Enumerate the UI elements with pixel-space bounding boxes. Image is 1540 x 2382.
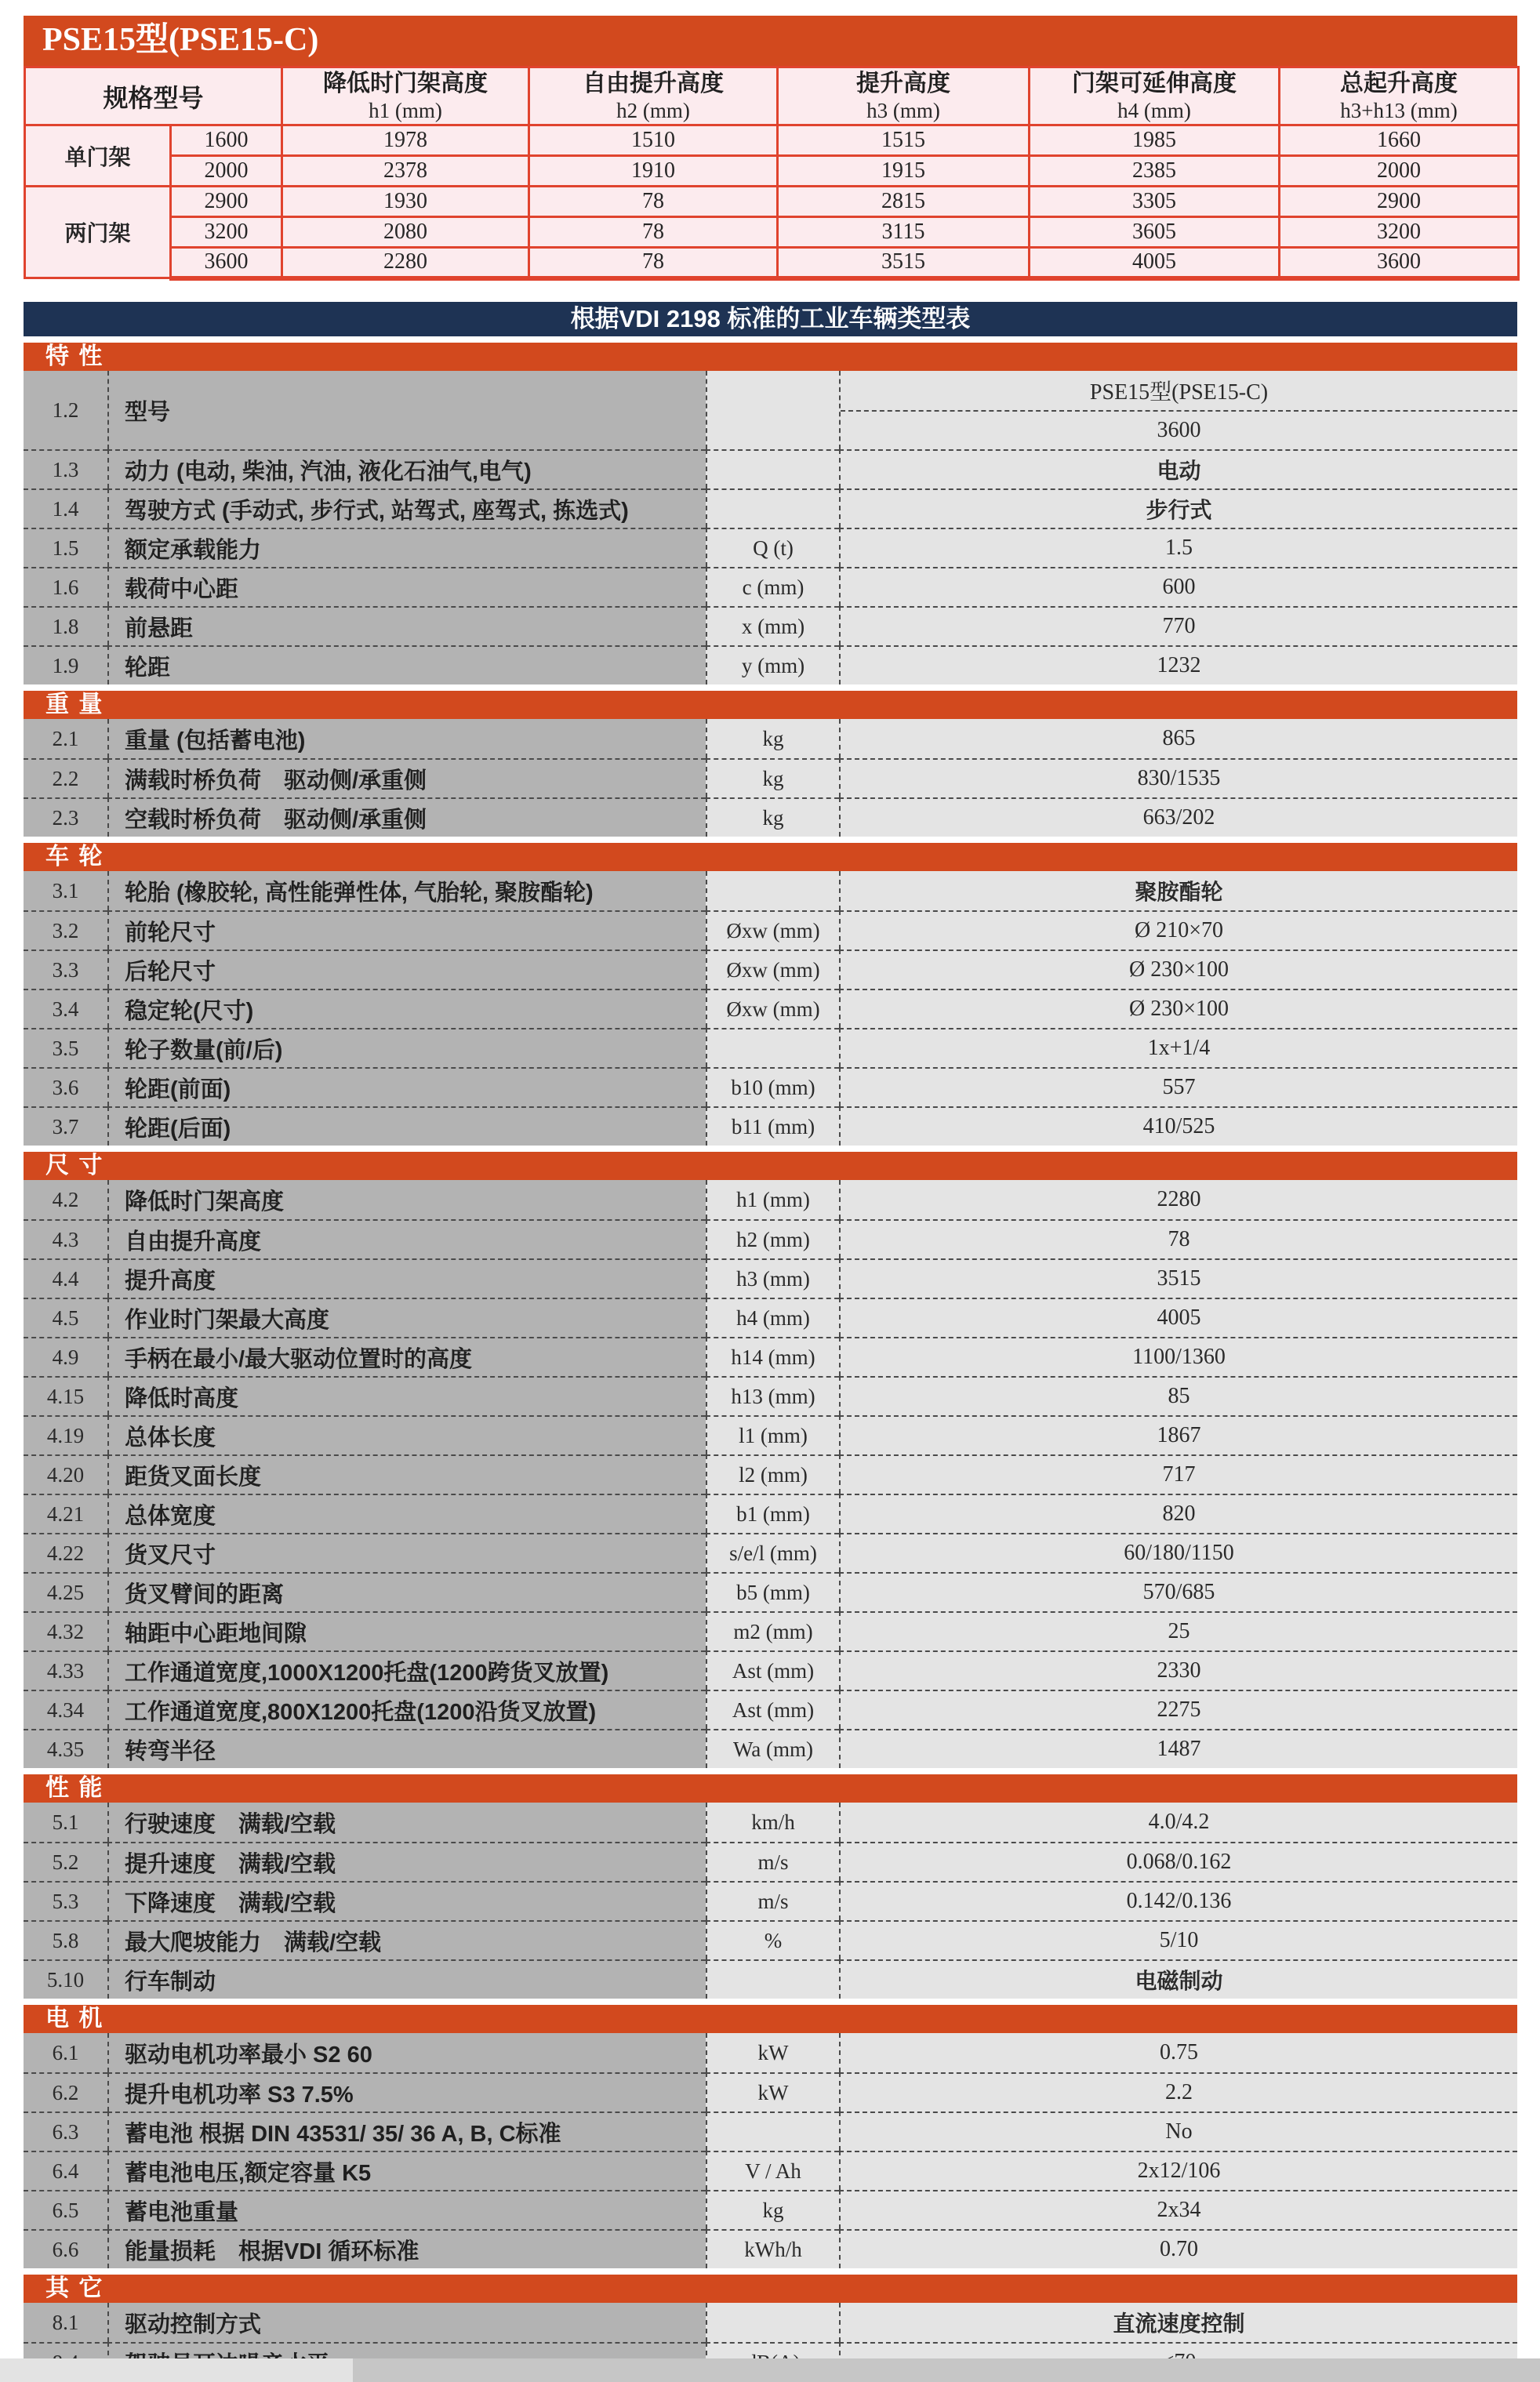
- mast-value-cell: 2080: [282, 217, 529, 248]
- spec-row: [24, 1729, 1517, 1768]
- row-label: 提升电机功率 S3 7.5%: [107, 2072, 706, 2111]
- spec-row: [24, 1106, 1517, 1146]
- spec-row: [24, 528, 1517, 567]
- mast-data-row: [25, 248, 1519, 278]
- spec-row: [24, 1258, 1517, 1298]
- column-header-symbol: h2 (mm): [616, 98, 690, 122]
- row-number: 1.9: [24, 645, 107, 684]
- row-value: 865: [839, 719, 1517, 758]
- mast-value-cell: 2280: [282, 248, 529, 278]
- mast-value-cell: 2815: [778, 187, 1030, 217]
- row-unit: [706, 871, 839, 910]
- row-unit: l2 (mm): [706, 1454, 839, 1494]
- spec-row: [24, 719, 1517, 758]
- spec-row: [24, 567, 1517, 606]
- row-number: 6.6: [24, 2229, 107, 2268]
- row-unit: m/s: [706, 1842, 839, 1881]
- row-number: 4.9: [24, 1337, 107, 1376]
- row-number: 3.3: [24, 950, 107, 989]
- mast-model-cell: 3200: [171, 217, 282, 248]
- column-header-label: 自由提升高度: [583, 70, 725, 96]
- spec-header-cell: 规格型号: [25, 67, 282, 125]
- row-value: 830/1535: [839, 758, 1517, 797]
- row-value: 2280: [839, 1180, 1517, 1219]
- spec-row: [24, 2033, 1517, 2072]
- spec-row: [24, 1842, 1517, 1881]
- row-number: 4.19: [24, 1415, 107, 1454]
- row-label: 驱动电机功率最小 S2 60: [107, 2033, 706, 2072]
- row-unit: h2 (mm): [706, 1219, 839, 1258]
- spec-row: [24, 645, 1517, 684]
- spec-row: [24, 606, 1517, 645]
- mast-value-cell: 2000: [1280, 156, 1519, 187]
- row-value: 60/180/1150: [839, 1533, 1517, 1572]
- spec-row: [24, 1067, 1517, 1106]
- row-value-line-2: 3600: [841, 410, 1517, 449]
- row-label: 货叉尺寸: [107, 1533, 706, 1572]
- mast-data-row: [25, 156, 1519, 187]
- row-number: 3.4: [24, 989, 107, 1028]
- row-label: 轴距中心距地间隙: [107, 1611, 706, 1650]
- row-value: 85: [839, 1376, 1517, 1415]
- row-value: 557: [839, 1067, 1517, 1106]
- spec-row: [24, 1959, 1517, 1999]
- row-number: 6.2: [24, 2072, 107, 2111]
- row-label: 轮距(后面): [107, 1106, 706, 1146]
- row-unit: h1 (mm): [706, 1180, 839, 1219]
- section-header-bar: 重 量: [24, 691, 1517, 719]
- footer-segment-light: [0, 2358, 353, 2382]
- footer-bar: [0, 2358, 1540, 2382]
- spec-row: [24, 1494, 1517, 1533]
- column-header-cell: [282, 67, 529, 125]
- mast-spec-table: [24, 66, 1520, 281]
- row-unit: Ast (mm): [706, 1690, 839, 1729]
- row-value: [839, 371, 1517, 449]
- spec-row: [24, 2190, 1517, 2229]
- spec-row: [24, 1803, 1517, 1842]
- row-unit: kW: [706, 2072, 839, 2111]
- row-label: 蓄电池 根据 DIN 43531/ 35/ 36 A, B, C标准: [107, 2111, 706, 2151]
- row-number: 6.4: [24, 2151, 107, 2190]
- column-header-symbol: h3+h13 (mm): [1340, 98, 1458, 122]
- mast-value-cell: 3605: [1030, 217, 1280, 248]
- section-gap: [24, 1768, 1517, 1774]
- row-number: 4.4: [24, 1258, 107, 1298]
- row-value: 78: [839, 1219, 1517, 1258]
- row-unit: kW: [706, 2033, 839, 2072]
- row-label: 驱动控制方式: [107, 2303, 706, 2342]
- mast-value-cell: 1985: [1030, 125, 1280, 156]
- row-label: 动力 (电动, 柴油, 汽油, 液化石油气,电气): [107, 449, 706, 488]
- mast-value-cell: 2900: [1280, 187, 1519, 217]
- row-unit: Q (t): [706, 528, 839, 567]
- row-unit: h4 (mm): [706, 1298, 839, 1337]
- row-value: Ø 210×70: [839, 910, 1517, 950]
- row-label: 蓄电池重量: [107, 2190, 706, 2229]
- row-value: 直流速度控制: [839, 2303, 1517, 2342]
- row-label: 自由提升高度: [107, 1219, 706, 1258]
- mast-value-cell: 2378: [282, 156, 529, 187]
- spec-row: [24, 1690, 1517, 1729]
- row-number: 2.1: [24, 719, 107, 758]
- mast-model-cell: 1600: [171, 125, 282, 156]
- row-label: 能量损耗 根据VDI 循环标准: [107, 2229, 706, 2268]
- mast-value-cell: 78: [529, 187, 778, 217]
- row-unit: kWh/h: [706, 2229, 839, 2268]
- row-label: 载荷中心距: [107, 567, 706, 606]
- column-header-cell: [529, 67, 778, 125]
- section-header-bar: 车 轮: [24, 843, 1517, 871]
- row-unit: %: [706, 1920, 839, 1959]
- section-header-bar: 特 性: [24, 343, 1517, 371]
- section-header-bar: 尺 寸: [24, 1152, 1517, 1180]
- row-unit: s/e/l (mm): [706, 1533, 839, 1572]
- spec-row: [24, 1180, 1517, 1219]
- vdi-2198-table: [24, 302, 1517, 2381]
- row-label: 轮距(前面): [107, 1067, 706, 1106]
- mast-value-cell: 1510: [529, 125, 778, 156]
- spec-row: [24, 1298, 1517, 1337]
- row-unit: b5 (mm): [706, 1572, 839, 1611]
- section-gap: [24, 684, 1517, 691]
- row-number: 5.10: [24, 1959, 107, 1999]
- row-number: 4.3: [24, 1219, 107, 1258]
- spec-row: [24, 449, 1517, 488]
- row-value: 2330: [839, 1650, 1517, 1690]
- row-number: 3.1: [24, 871, 107, 910]
- row-value: 717: [839, 1454, 1517, 1494]
- row-label: 工作通道宽度,1000X1200托盘(1200跨货叉放置): [107, 1650, 706, 1690]
- row-value: 663/202: [839, 797, 1517, 837]
- row-value: 570/685: [839, 1572, 1517, 1611]
- row-label: 工作通道宽度,800X1200托盘(1200沿货叉放置): [107, 1690, 706, 1729]
- row-number: 1.2: [24, 371, 107, 449]
- mast-data-row: [25, 125, 1519, 156]
- row-number: 4.15: [24, 1376, 107, 1415]
- mast-value-cell: 4005: [1030, 248, 1280, 278]
- row-label: 空载时桥负荷 驱动侧/承重侧: [107, 797, 706, 837]
- row-unit: [706, 371, 839, 449]
- row-unit: Øxw (mm): [706, 910, 839, 950]
- row-unit: km/h: [706, 1803, 839, 1842]
- spec-row: [24, 797, 1517, 837]
- row-unit: c (mm): [706, 567, 839, 606]
- spec-row: [24, 1572, 1517, 1611]
- row-unit: kg: [706, 719, 839, 758]
- model-title-bar: PSE15型(PSE15-C): [24, 16, 1517, 66]
- row-value: 1.5: [839, 528, 1517, 567]
- row-unit: h14 (mm): [706, 1337, 839, 1376]
- row-label: 提升速度 满载/空载: [107, 1842, 706, 1881]
- row-unit: y (mm): [706, 645, 839, 684]
- row-number: 6.1: [24, 2033, 107, 2072]
- column-header-cell: [778, 67, 1030, 125]
- row-unit: [706, 488, 839, 528]
- row-unit: b1 (mm): [706, 1494, 839, 1533]
- row-number: 1.8: [24, 606, 107, 645]
- row-number: 4.20: [24, 1454, 107, 1494]
- row-unit: [706, 2111, 839, 2151]
- row-unit: b10 (mm): [706, 1067, 839, 1106]
- mast-value-cell: 1915: [778, 156, 1030, 187]
- section-header-bar: 其 它: [24, 2275, 1517, 2303]
- row-number: 1.3: [24, 449, 107, 488]
- spec-row: [24, 371, 1517, 449]
- row-value: 步行式: [839, 488, 1517, 528]
- row-number: 3.6: [24, 1067, 107, 1106]
- mast-value-cell: 1910: [529, 156, 778, 187]
- row-number: 4.34: [24, 1690, 107, 1729]
- row-number: 6.3: [24, 2111, 107, 2151]
- row-number: 2.2: [24, 758, 107, 797]
- mast-value-cell: 1515: [778, 125, 1030, 156]
- row-unit: x (mm): [706, 606, 839, 645]
- section-header-bar: 电 机: [24, 2005, 1517, 2033]
- row-label: 最大爬坡能力 满载/空载: [107, 1920, 706, 1959]
- row-unit: kg: [706, 797, 839, 837]
- row-unit: [706, 2303, 839, 2342]
- row-label: 总体宽度: [107, 1494, 706, 1533]
- mast-value-cell: 78: [529, 248, 778, 278]
- row-number: 3.7: [24, 1106, 107, 1146]
- spec-row: [24, 1415, 1517, 1454]
- row-value: 1487: [839, 1729, 1517, 1768]
- mast-value-cell: 1930: [282, 187, 529, 217]
- row-value: 4005: [839, 1298, 1517, 1337]
- row-unit: Wa (mm): [706, 1729, 839, 1768]
- section-gap: [24, 837, 1517, 843]
- row-label: 满载时桥负荷 驱动侧/承重侧: [107, 758, 706, 797]
- row-value: 0.142/0.136: [839, 1881, 1517, 1920]
- row-unit: [706, 449, 839, 488]
- column-header-symbol: h1 (mm): [369, 98, 442, 122]
- row-number: 2.3: [24, 797, 107, 837]
- spec-row: [24, 488, 1517, 528]
- row-unit: kg: [706, 2190, 839, 2229]
- spec-row: [24, 1920, 1517, 1959]
- row-value: 600: [839, 567, 1517, 606]
- mast-header-row: [25, 67, 1519, 125]
- row-label: 货叉臂间的距离: [107, 1572, 706, 1611]
- row-number: 4.5: [24, 1298, 107, 1337]
- mast-model-cell: 3600: [171, 248, 282, 278]
- row-label: 型号: [107, 371, 706, 449]
- row-number: 4.32: [24, 1611, 107, 1650]
- mast-model-cell: 2900: [171, 187, 282, 217]
- row-number: 3.5: [24, 1028, 107, 1067]
- row-label: 轮子数量(前/后): [107, 1028, 706, 1067]
- row-value: 2.2: [839, 2072, 1517, 2111]
- row-number: 6.5: [24, 2190, 107, 2229]
- row-value: 2275: [839, 1690, 1517, 1729]
- row-number: 5.3: [24, 1881, 107, 1920]
- row-number: 4.35: [24, 1729, 107, 1768]
- row-label: 行车制动: [107, 1959, 706, 1999]
- row-number: 5.1: [24, 1803, 107, 1842]
- row-label: 下降速度 满载/空载: [107, 1881, 706, 1920]
- spec-row: [24, 1650, 1517, 1690]
- column-header-cell: [1030, 67, 1280, 125]
- row-number: 3.2: [24, 910, 107, 950]
- mast-value-cell: 2385: [1030, 156, 1280, 187]
- row-number: 1.6: [24, 567, 107, 606]
- row-value: 3515: [839, 1258, 1517, 1298]
- spec-row: [24, 2229, 1517, 2268]
- row-label: 驾驶方式 (手动式, 步行式, 站驾式, 座驾式, 拣选式): [107, 488, 706, 528]
- column-header-symbol: h4 (mm): [1117, 98, 1191, 122]
- row-unit: m/s: [706, 1881, 839, 1920]
- row-value: 410/525: [839, 1106, 1517, 1146]
- mast-value-cell: 3115: [778, 217, 1030, 248]
- row-value: 0.068/0.162: [839, 1842, 1517, 1881]
- row-value: 770: [839, 606, 1517, 645]
- row-unit: kg: [706, 758, 839, 797]
- row-number: 4.25: [24, 1572, 107, 1611]
- spec-row: [24, 2111, 1517, 2151]
- row-number: 4.22: [24, 1533, 107, 1572]
- column-header-label: 总起升高度: [1340, 70, 1458, 96]
- row-value: 电动: [839, 449, 1517, 488]
- mast-spec-table-wrap: [24, 66, 1517, 281]
- mast-model-cell: 2000: [171, 156, 282, 187]
- row-value: Ø 230×100: [839, 950, 1517, 989]
- row-number: 5.2: [24, 1842, 107, 1881]
- row-value: No: [839, 2111, 1517, 2151]
- spec-row: [24, 1611, 1517, 1650]
- row-value-line-1: PSE15型(PSE15-C): [1089, 380, 1269, 405]
- section-header-bar: 性 能: [24, 1774, 1517, 1803]
- row-number: 4.33: [24, 1650, 107, 1690]
- row-unit: Øxw (mm): [706, 950, 839, 989]
- row-label: 总体长度: [107, 1415, 706, 1454]
- spec-row: [24, 2303, 1517, 2342]
- row-label: 额定承载能力: [107, 528, 706, 567]
- column-header-symbol: h3 (mm): [866, 98, 940, 122]
- row-label: 稳定轮(尺寸): [107, 989, 706, 1028]
- spec-row: [24, 950, 1517, 989]
- spec-row: [24, 871, 1517, 910]
- spec-row: [24, 1028, 1517, 1067]
- row-label: 降低时门架高度: [107, 1180, 706, 1219]
- column-header-label: 降低时门架高度: [323, 70, 489, 96]
- row-label: 重量 (包括蓄电池): [107, 719, 706, 758]
- row-unit: Øxw (mm): [706, 989, 839, 1028]
- row-unit: l1 (mm): [706, 1415, 839, 1454]
- row-value: 25: [839, 1611, 1517, 1650]
- section-gap: [24, 336, 1517, 343]
- row-value: 电磁制动: [839, 1959, 1517, 1999]
- row-label: 前轮尺寸: [107, 910, 706, 950]
- column-header-cell: [1280, 67, 1519, 125]
- row-label: 降低时高度: [107, 1376, 706, 1415]
- row-number: 4.2: [24, 1180, 107, 1219]
- section-gap: [24, 1999, 1517, 2005]
- row-unit: Ast (mm): [706, 1650, 839, 1690]
- mast-value-cell: 3200: [1280, 217, 1519, 248]
- row-label: 蓄电池电压,额定容量 K5: [107, 2151, 706, 2190]
- row-number: 8.1: [24, 2303, 107, 2342]
- row-label: 后轮尺寸: [107, 950, 706, 989]
- row-label: 前悬距: [107, 606, 706, 645]
- row-number: 5.8: [24, 1920, 107, 1959]
- spec-row: [24, 2072, 1517, 2111]
- mast-group-cell: 单门架: [25, 125, 171, 187]
- row-value: 1867: [839, 1415, 1517, 1454]
- row-number: 4.21: [24, 1494, 107, 1533]
- section-gap: [24, 2268, 1517, 2275]
- row-unit: b11 (mm): [706, 1106, 839, 1146]
- mast-data-row: [25, 217, 1519, 248]
- spec-row: [24, 758, 1517, 797]
- row-value: 1x+1/4: [839, 1028, 1517, 1067]
- spec-row: [24, 1881, 1517, 1920]
- row-unit: h3 (mm): [706, 1258, 839, 1298]
- spec-row: [24, 2151, 1517, 2190]
- row-unit: [706, 1959, 839, 1999]
- row-value: 2x12/106: [839, 2151, 1517, 2190]
- row-value: 1232: [839, 645, 1517, 684]
- mast-data-row: [25, 187, 1519, 217]
- row-unit: m2 (mm): [706, 1611, 839, 1650]
- row-value: 0.70: [839, 2229, 1517, 2268]
- row-value: 0.75: [839, 2033, 1517, 2072]
- spec-row: [24, 1533, 1517, 1572]
- row-label: 轮距: [107, 645, 706, 684]
- column-header-label: 提升高度: [856, 70, 951, 96]
- column-header-label: 门架可延伸高度: [1072, 70, 1237, 96]
- row-number: 1.4: [24, 488, 107, 528]
- row-value: 聚胺酯轮: [839, 871, 1517, 910]
- row-value: 4.0/4.2: [839, 1803, 1517, 1842]
- mast-value-cell: 3600: [1280, 248, 1519, 278]
- row-unit: [706, 1028, 839, 1067]
- spec-row: [24, 1219, 1517, 1258]
- spec-row: [24, 989, 1517, 1028]
- mast-group-cell: 两门架: [25, 187, 171, 278]
- row-label: 距货叉面长度: [107, 1454, 706, 1494]
- spec-row: [24, 1454, 1517, 1494]
- spec-row: [24, 1337, 1517, 1376]
- mast-value-cell: 1978: [282, 125, 529, 156]
- row-value: 2x34: [839, 2190, 1517, 2229]
- row-label: 提升高度: [107, 1258, 706, 1298]
- mast-value-cell: 3305: [1030, 187, 1280, 217]
- row-value: 5/10: [839, 1920, 1517, 1959]
- row-label: 轮胎 (橡胶轮, 高性能弹性体, 气胎轮, 聚胺酯轮): [107, 871, 706, 910]
- row-value: 1100/1360: [839, 1337, 1517, 1376]
- footer-segment-dark: [353, 2358, 1540, 2382]
- mast-value-cell: 78: [529, 217, 778, 248]
- row-number: 1.5: [24, 528, 107, 567]
- section-gap: [24, 1146, 1517, 1152]
- row-label: 作业时门架最大高度: [107, 1298, 706, 1337]
- row-unit: h13 (mm): [706, 1376, 839, 1415]
- row-label: 行驶速度 满载/空载: [107, 1803, 706, 1842]
- row-value: 820: [839, 1494, 1517, 1533]
- row-value: Ø 230×100: [839, 989, 1517, 1028]
- vdi-table-title-bar: 根据VDI 2198 标准的工业车辆类型表: [24, 302, 1517, 336]
- row-unit: V / Ah: [706, 2151, 839, 2190]
- row-label: 手柄在最小/最大驱动位置时的高度: [107, 1337, 706, 1376]
- mast-value-cell: 3515: [778, 248, 1030, 278]
- row-label: 转弯半径: [107, 1729, 706, 1768]
- mast-value-cell: 1660: [1280, 125, 1519, 156]
- spec-row: [24, 1376, 1517, 1415]
- spec-row: [24, 910, 1517, 950]
